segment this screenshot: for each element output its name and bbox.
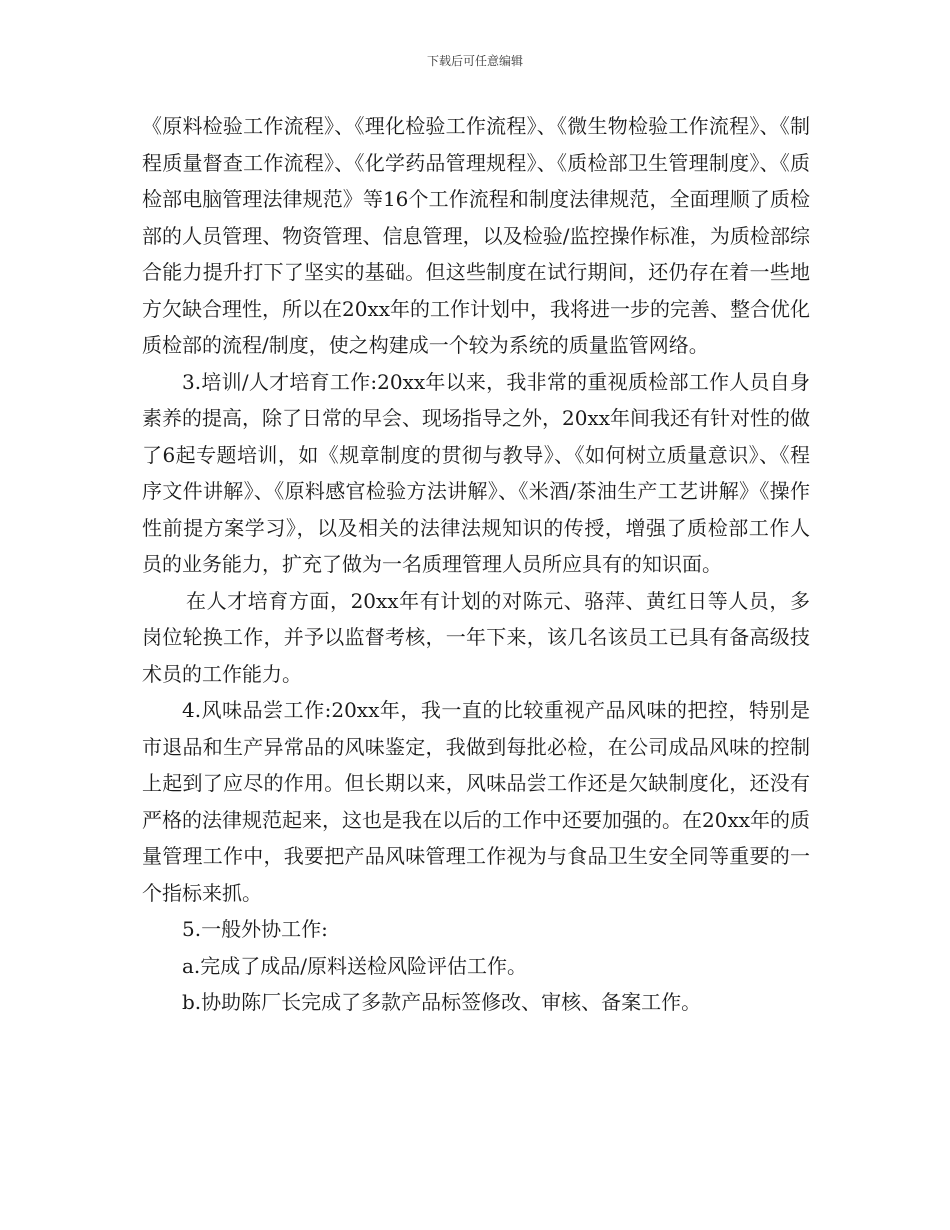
document-body (142, 108, 810, 1021)
paragraph-flavor: 4.风味品尝工作:20xx年，我一直的比较重视产品风味的把控，特别是市退品和生产异常品的风味鉴定，我做到每批必检，在公司成品风味的控制上起到了应尽的作用。但长期以来，风味品尝工作还是欠缺制度化，还没有严格的法律规范起来，这也是我在以后的工作中还要加强的。在20xx年的质量管理工作中，我要把产品风味管理工作视为与食品卫生安全同等重要的一个指标来抓。 (142, 698, 811, 905)
paragraph-talent: 在人才培育方面，20xx年有计划的对陈元、骆萍、黄红日等人员，多岗位轮换工作，并予以监督考核，一年下来，该几名该员工已具有备高级技术员的工作能力。 (142, 588, 810, 686)
paragraph-procedures: 《原料检验工作流程》、《理化检验工作流程》、《微生物检验工作流程》、《制程质量督查工作流程》、《化学药品管理规程》、《质检部卫生管理制度》、《质检部电脑管理法律规范》等16个工作流程和制度法律规范，全面理顺了质检部的人员管理、物资管理、信息管理，以及检验/监控操作标准，为质检部综合能力提升打下了坚实的基础。但这些制度在试行期间，还仍存在着一些地方欠缺合理性，所以在20xx年的工作计划中，我将进一步的完善、整合优化质检部的流程/制度，使之构建成一个较为系统的质量监管网络。 (142, 114, 811, 357)
page-header-note: 下载后可任意编辑 (426, 54, 523, 68)
paragraph-external-heading: 5.一般外协工作: (182, 917, 328, 941)
paragraph-training: 3.培训/人才培育工作:20xx年以来，我非常的重视质检部工作人员自身素养的提高，除了日常的早会、现场指导之外，20xx年间我还有针对性的做了6起专题培训，如《规章制度的贯彻与教导》、《如何树立质量意识》、《程序文件讲解》、《原料感官检验方法讲解》、《米酒/茶油生产工艺讲解》《操作性前提方案学习》，以及相关的法律法规知识的传授，增强了质检部工作人员的业务能力，扩充了做为一名质理管理人员所应具有的知识面。 (142, 369, 811, 576)
list-item-a: a.完成了成品/原料送检风险评估工作。 (182, 953, 528, 978)
list-item-b: b.协助陈厂长完成了多款产品标签修改、审核、备案工作。 (182, 990, 702, 1014)
